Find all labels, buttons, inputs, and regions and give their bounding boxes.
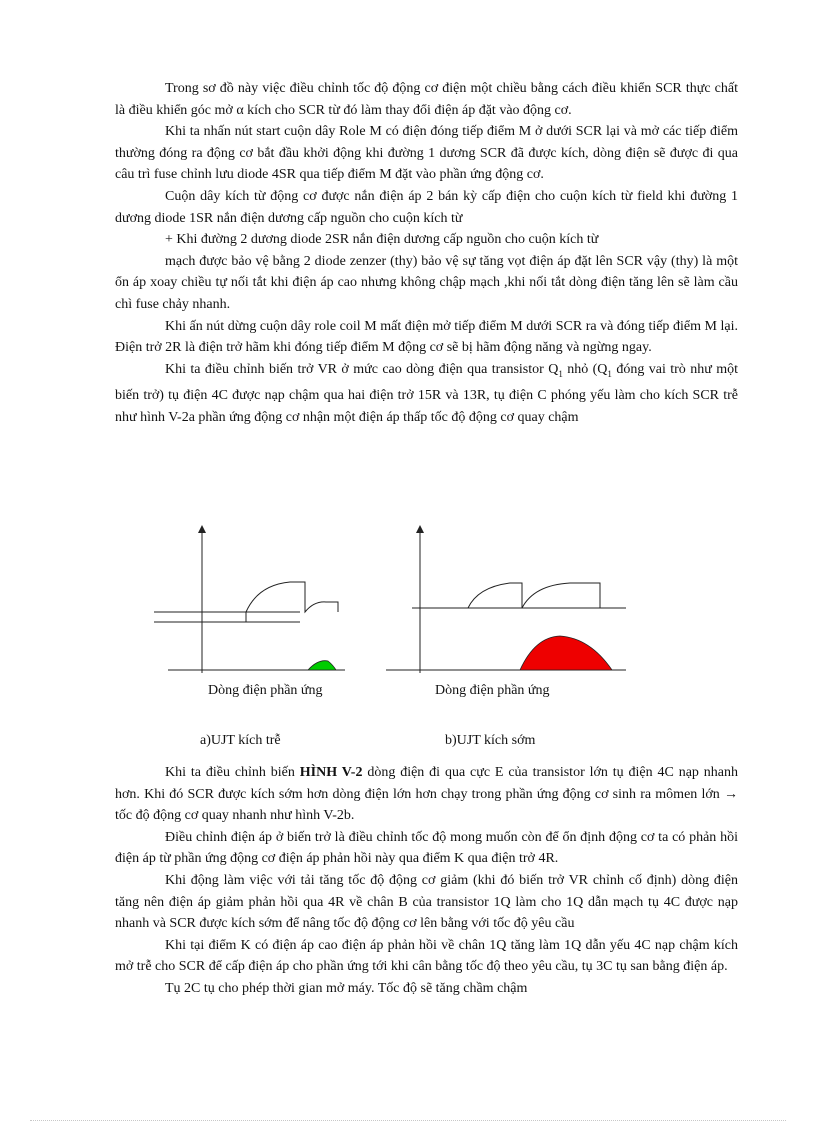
paragraph: Điều chỉnh điện áp ở biến trở là điều chỉnh tốc độ mong muốn còn để ổn định động cơ ta có phản hồi điện áp từ phần ứng động cơ điện áp phản hồi này qua điểm K qua điện trở 4R. bbox=[115, 829, 738, 867]
paragraph: Tụ 2C tụ cho phép thời gian mở máy. Tốc độ sẽ tăng chầm chậm bbox=[165, 980, 528, 996]
paragraph-figure-ref bbox=[115, 762, 738, 827]
subscript: 1 bbox=[558, 368, 563, 379]
paragraph: + Khi đường 2 dương diode 2SR nắn điện dương cấp nguồn cho cuộn kích từ bbox=[165, 232, 599, 248]
paragraph-q1-middle: nhỏ (Q bbox=[562, 361, 608, 377]
text-block-top bbox=[115, 78, 738, 428]
graph-left bbox=[154, 529, 345, 673]
figure-title: HÌNH V-2 bbox=[299, 765, 363, 780]
voltage-waveform bbox=[202, 582, 338, 622]
paragraph-fig-before: Khi ta điều chỉnh biến bbox=[165, 765, 300, 780]
paragraph: Khi ấn nút dừng cuộn dây role coil M mất điện mở tiếp điểm M dưới SCR ra và đóng tiếp điểm M lại. Điện trở 2R là điện trở hãm khi đóng tiếp điểm M động cơ sẽ bị hãm động năng và ngừng ngay. bbox=[115, 318, 738, 356]
paragraph: Trong sơ đồ này việc điều chỉnh tốc độ động cơ điện một chiều bằng cách điều khiển SCR thực chất là điều khiển góc mở α kích cho SCR từ đó làm thay đổi điện áp đặt vào động cơ. bbox=[115, 81, 738, 118]
left-caption: a)UJT kích trễ bbox=[200, 733, 281, 748]
right-caption: b)UJT kích sớm bbox=[445, 733, 536, 748]
paragraph: Khi ta nhấn nút start cuộn dây Role M có điện đóng tiếp điểm M ở dưới SCR lại và mở các tiếp điểm thường đóng ra động cơ bắt đầu khởi động khi đường 1 dương SCR đã được kích, dòng điện sẽ được đi qua câu trì fuse chỉnh lưu diode 4SR qua tiếp điểm M đặt vào phần ứng động cơ. bbox=[115, 124, 738, 183]
paragraph: Khi tại điểm K có điện áp cao điện áp phản hồi về chân 1Q tăng làm 1Q dẫn yếu 4C nạp chậm kích mở trễ cho SCR để cấp điện áp cho phần ứng tới khi cân bằng tốc độ theo yêu cầu, tụ 3C tụ san bằng điện áp. bbox=[115, 937, 738, 975]
footer-divider bbox=[30, 1120, 786, 1121]
graph-right bbox=[386, 529, 626, 673]
paragraph: Khi động làm việc với tải tăng tốc độ động cơ giảm (khi đó biến trở VR chỉnh cố định) dòng điện tăng nên điện áp giảm phản hồi qua 4R về chân B của transistor 1Q làm cho 1Q dẫn mạch tụ 4C được nạp nhanh và SCR được kích sớm để nâng tốc độ động cơ lên bằng với tốc độ yêu cầu bbox=[115, 872, 738, 932]
paragraph-q1-after: đóng vai trò như một biến trở) tụ điện 4C được nạp chậm qua hai điện trở 15R và 13R, tụ điện C phóng yếu làm cho kích SCR trễ như hình V-2a phần ứng động cơ nhận một điện áp thấp tốc độ động cơ quay chậm bbox=[115, 361, 738, 425]
paragraph-q1 bbox=[115, 359, 738, 429]
text-block-bottom bbox=[115, 762, 738, 1000]
current-pulse-large bbox=[520, 636, 612, 670]
paragraph-fig-after: dòng điện đi qua cực E của transistor lớn tụ điện 4C nạp nhanh hơn. Khi đó SCR được kích sớm hơn dòng điện lớn hơn chạy trong phần ứng động cơ sinh ra mômen lớn → tốc độ động cơ quay nhanh như hình V-2b. bbox=[115, 765, 738, 824]
voltage-waveform bbox=[420, 583, 600, 608]
current-pulse-small bbox=[308, 661, 336, 670]
paragraph: mạch được bảo vệ bằng 2 diode zenzer (thy) bảo vệ sự tăng vọt điện áp đặt lên SCR vậy (thy) là một ổn áp xoay chiều tự nối tắt khi điện áp cao nhưng không chập mạch ,khi nối tắt dòng điện tăng lên sẽ làm cầu chì fuse chảy nhanh. bbox=[115, 253, 738, 312]
left-graph-label: Dòng điện phần ứng bbox=[208, 683, 323, 698]
subscript: 1 bbox=[607, 368, 612, 379]
right-graph-label: Dòng điện phần ứng bbox=[435, 683, 550, 698]
paragraph-q1-before: Khi ta điều chỉnh biến trở VR ở mức cao dòng điện qua transistor Q bbox=[165, 361, 559, 377]
paragraph: Cuộn dây kích từ động cơ được nắn điện áp 2 bán kỳ cấp điện cho cuộn kích từ field khi đường 1 dương diode 1SR nắn điện dương cấp nguồn cho cuộn kích từ bbox=[115, 188, 738, 226]
